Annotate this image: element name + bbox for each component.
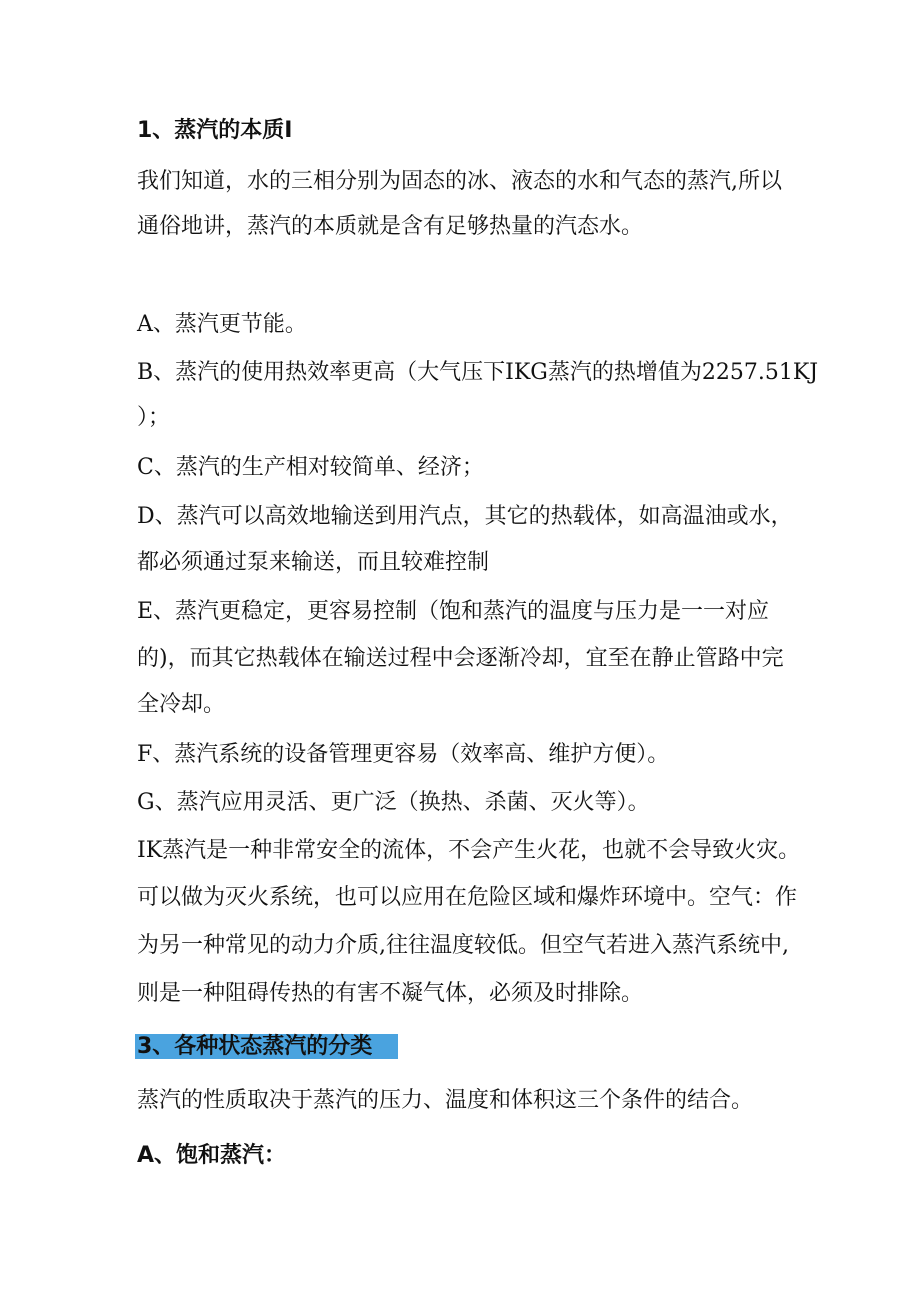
item-g: G、蒸汽应用灵活、更广泛（换热、杀菌、灭火等）。 [137, 790, 650, 815]
item-d-line-1: D、蒸汽可以高效地输送到用汽点，其它的热载体，如高温油或水， [137, 504, 793, 529]
item-b-line-1: B、蒸汽的使用热效率更高（大气压下IKG蒸汽的热增值为2257.51KJ [137, 360, 819, 385]
item-a: A、蒸汽更节能。 [137, 312, 307, 337]
heading-saturated-steam: A、饱和蒸汽： [137, 1143, 287, 1168]
safety-line-4: 则是一种阻碍传热的有害不凝气体，必须及时排除。 [137, 981, 644, 1006]
item-e-line-2: 的)，而其它热载体在输送过程中会逐渐冷却，宜至在静止管路中完 [137, 646, 784, 671]
item-b-line-2: ）； [137, 405, 171, 430]
safety-line-3: 为另一种常见的动力介质,往往温度较低。但空气若进入蒸汽系统中, [137, 933, 789, 958]
safety-line-1: IK蒸汽是一种非常安全的流体，不会产生火花，也就不会导致火灾。 [137, 838, 801, 863]
classification-text: 蒸汽的性质取决于蒸汽的压力、温度和体积这三个条件的结合。 [137, 1088, 754, 1113]
item-e-line-1: E、蒸汽更稳定，更容易控制（饱和蒸汽的温度与压力是一一对应 [137, 599, 770, 624]
intro-line-2: 通俗地讲，蒸汽的本质就是含有足够热量的汽态水。 [137, 214, 644, 239]
safety-line-2: 可以做为灭火系统，也可以应用在危险区域和爆炸环境中。空气：作 [137, 885, 798, 910]
heading-steam-classification [137, 1032, 398, 1062]
intro-line-1: 我们知道，水的三相分别为固态的冰、液态的水和气态的蒸汽,所以 [137, 169, 782, 194]
item-f: F、蒸汽系统的设备管理更容易（效率高、维护方便）。 [137, 742, 670, 767]
item-e-line-3: 全冷却。 [137, 692, 226, 717]
heading-steam-nature: 1、蒸汽的本质I [137, 118, 293, 143]
item-c: C、蒸汽的生产相对较简单、经济； [137, 455, 484, 480]
heading-highlight: 3、各种状态蒸汽的分类 [135, 1034, 398, 1059]
item-d-line-2: 都必须通过泵来输送，而且较难控制 [137, 550, 490, 575]
